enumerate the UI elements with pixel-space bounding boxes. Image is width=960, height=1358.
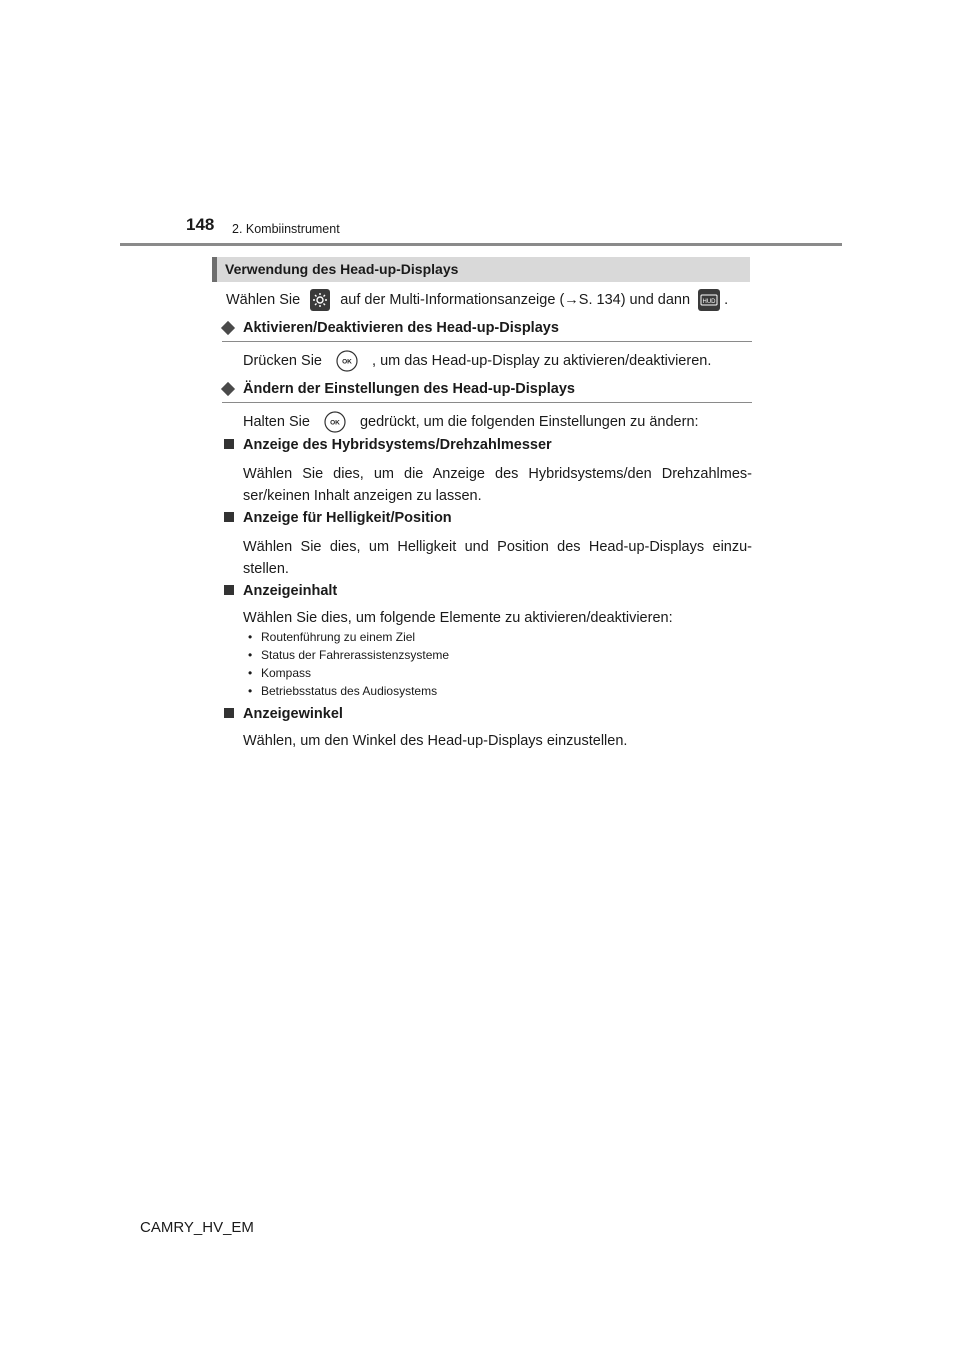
square-bullet-icon xyxy=(224,585,234,595)
item-title: Anzeigewinkel xyxy=(243,706,343,722)
instruction-text-start: Halten Sie xyxy=(243,413,310,430)
activate-instruction xyxy=(243,350,711,372)
item-description: Wählen Sie dies, um folgende Elemente zu aktivieren/deaktivieren: xyxy=(243,610,673,626)
item-description: Wählen, um den Winkel des Head-up-Displays einzustellen. xyxy=(243,733,628,749)
instruction-text-end: , um das Head-up-Display zu aktivieren/deaktivieren. xyxy=(372,352,712,369)
section-heading-bar xyxy=(212,257,750,282)
item-heading xyxy=(224,510,452,526)
list-item: • Kompass xyxy=(248,666,312,680)
subsection-title: Aktivieren/Deaktivieren des Head-up-Displays xyxy=(243,320,559,336)
item-heading xyxy=(224,706,343,722)
arrow-symbol: → xyxy=(564,291,579,308)
diamond-bullet-icon xyxy=(221,382,235,396)
settings-instruction xyxy=(243,411,699,433)
intro-paragraph xyxy=(226,289,728,311)
section-heading-accent xyxy=(212,257,217,282)
footer-model-code: CAMRY_HV_EM xyxy=(140,1219,254,1236)
item-description: Wählen Sie dies, um die Anzeige des Hybridsystems/den Drehzahlmes- ser/keinen Inhalt anzeigen zu lassen. xyxy=(243,466,752,504)
ok-icon-label: OK xyxy=(342,358,352,366)
square-bullet-icon xyxy=(224,512,234,522)
settings-gear-icon xyxy=(310,289,330,311)
list-item-text: Kompass xyxy=(261,666,312,680)
list-item-text: Betriebsstatus des Audiosystems xyxy=(261,684,438,698)
item-title: Anzeige des Hybridsystems/Drehzahlmesser xyxy=(243,437,552,453)
instruction-text-start: Drücken Sie xyxy=(243,352,322,369)
subsection-heading-settings xyxy=(222,380,752,403)
item-title: Anzeigeinhalt xyxy=(243,583,338,599)
subsection-title: Ändern der Einstellungen des Head-up-Displays xyxy=(243,381,575,397)
square-bullet-icon xyxy=(224,439,234,449)
intro-text-start: Wählen Sie xyxy=(226,291,301,308)
ok-icon-label: OK xyxy=(330,419,340,427)
item-heading xyxy=(224,583,337,599)
item-heading xyxy=(224,437,552,453)
intro-text-middle: auf der Multi-Informationsanzeige ( xyxy=(340,291,565,308)
list-item-text: Status der Fahrerassistenzsysteme xyxy=(261,648,450,662)
header-divider xyxy=(120,243,842,246)
chapter-title: 2. Kombiinstrument xyxy=(232,222,340,236)
page-number: 148 xyxy=(186,215,215,234)
subsection-heading-activate xyxy=(222,319,752,342)
list-item: • Routenführung zu einem Ziel xyxy=(248,630,416,644)
ok-button-icon xyxy=(336,350,358,372)
instruction-text-end: gedrückt, um die folgenden Einstellungen zu ändern: xyxy=(359,413,699,430)
diamond-bullet-icon xyxy=(221,321,235,335)
ok-button-icon xyxy=(324,411,346,433)
item-title: Anzeige für Helligkeit/Position xyxy=(243,510,452,526)
intro-text-end: . xyxy=(724,291,729,308)
section-heading: Verwendung des Head-up-Displays xyxy=(225,261,459,277)
list-item-text: Routenführung zu einem Ziel xyxy=(261,630,416,644)
list-item: • Status der Fahrerassistenzsysteme xyxy=(248,648,450,662)
hud-icon-label: HUD xyxy=(702,299,716,305)
list-item: • Betriebsstatus des Audiosystems xyxy=(248,684,438,698)
square-bullet-icon xyxy=(224,708,234,718)
hud-icon xyxy=(698,289,720,311)
item-description: Wählen Sie dies, um Helligkeit und Position des Head-up-Displays einzu- stellen. xyxy=(243,539,752,577)
page-reference: S. 134) und dann xyxy=(578,291,691,308)
